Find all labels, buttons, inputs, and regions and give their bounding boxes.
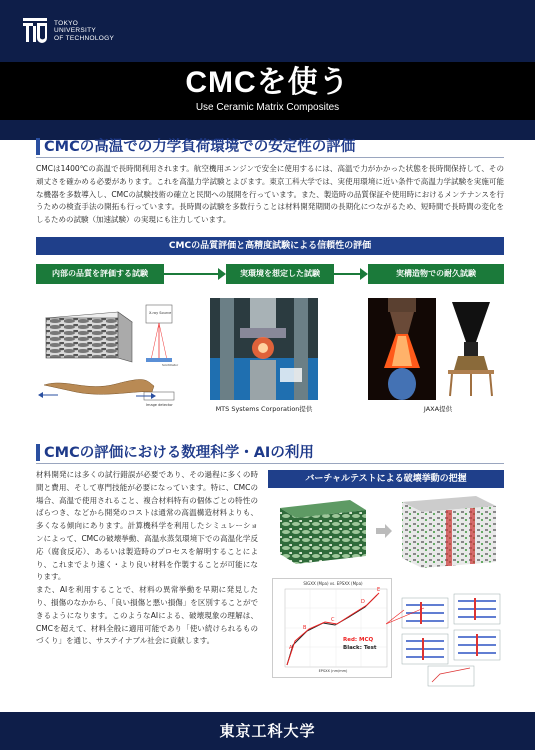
point-label-b: B: [303, 625, 307, 631]
damage-simulation-render: [396, 492, 502, 572]
section1-body: CMCは1400℃の高温で長時間利用されます。航空機用エンジンで安全に使用するには、高温で力がかかった状態を長時間保持して、その頑丈さを確かめる必要があります。これを高温力学試験とよびます。東京工科大学では、実使用環境に近い条件で高温力学試験を実施可能な機器を多数導入し、CMCの試験技術の確立と民間への展開を行っています。また、製造時の品質保証や使用時におけるメンテナンスを行うための検査手法の開拓も行っています。長時間の試験を多数行うことは材料開発期間の長期化につながるため、短時間で長時間の変化をしるための試験（加速試験）の実現にも注力しています。: [36, 164, 504, 225]
arrow-right-icon: [376, 524, 392, 538]
university-logo-text: [54, 20, 114, 43]
xray-source-label: X-ray Source: [149, 311, 172, 315]
point-label-c: C: [331, 617, 335, 623]
legend-black: Black: Test: [343, 645, 377, 651]
page-subtitle: Use Ceramic Matrix Composites: [195, 102, 340, 113]
step-real-environment: 実環境を想定した試験: [226, 264, 334, 284]
section2-body: 材料開発には多くの試行錯誤が必要であり、その過程に多くの時間と費用、そして専門技能が必要になっています。特に、CMCの場合、高温で使用されること、複合材料特有の個体ごとの特性のばらつき、などから開発のコストは通常の高温構造材料よりも、多くなる傾向にあります。計算機科学を利用したシミュレーションによって、CMCの破壊挙動、高温水蒸気環境下での高温化学反応（腐食反応）、あるいは製造時のプロセスを解明することにより、これまでより速く・より良い材料を作製することが可能になります。 また、AIを利用することで、材料の異常挙動を早期に発見したり、損傷のなかから、「良い損傷と悪い損傷」を区別することができるようになります。このようなAIによる、破壊現象の理解は、CMCを超えて、材料全般に適用可能であり「使い続けられるものづくり」を通じ、サステイナブル社会に貢献します。: [36, 470, 258, 646]
point-label-d: D: [361, 599, 365, 605]
org-line-3: OF TECHNOLOGY: [54, 34, 115, 42]
caption-mts: MTS Systems Corporation提供: [215, 405, 313, 413]
university-logo: [22, 16, 114, 46]
title-band: [0, 62, 535, 120]
org-line-2: UNIVERSITY: [54, 27, 97, 35]
arrow-right-icon: [218, 268, 226, 280]
org-line-1: TOKYO: [54, 19, 79, 27]
step-structure-durability: 実構造物での耐久試験: [368, 264, 504, 284]
chart-title: SIGXX (Mpa) vs. EPSXX (Mpa): [303, 581, 363, 586]
stress-strain-chart: [272, 578, 392, 678]
test-steps: [36, 264, 504, 284]
image-detector-label: Image detector: [146, 403, 173, 407]
step-internal-quality: 内部の品質を評価する試験: [36, 264, 164, 284]
heading-bar: [36, 444, 40, 461]
caption-jaxa: JAXA提供: [423, 405, 453, 413]
section2-heading: [36, 442, 504, 464]
composite-model-render: [272, 496, 372, 568]
section1-heading-text: CMCの高温での力学負荷環境での安定性の評価: [44, 139, 356, 155]
virtual-test-band: バーチャルテストによる破壊挙動の把握: [268, 470, 504, 488]
point-label-a: A: [289, 645, 293, 651]
pointer-lines: [386, 606, 426, 626]
page-title: CMCを使う: [185, 66, 350, 99]
step-connector: [334, 273, 360, 275]
legend-red: Red: MCQ: [343, 637, 374, 643]
arrow-right-icon: [360, 268, 368, 280]
heading-bar: [36, 138, 40, 155]
footer-university-name: 東京工科大学: [219, 722, 316, 740]
footer: [0, 712, 535, 750]
header: [0, 0, 535, 140]
jaxa-engine-photo: [368, 298, 436, 400]
jaxa-nozzle-photo: [438, 298, 504, 400]
xray-ct-diagram: [36, 300, 186, 410]
section1-heading: [36, 136, 504, 158]
section2-heading-text: CMCの評価における数理科学・AIの利用: [44, 445, 314, 461]
mts-test-photo: [210, 298, 318, 400]
point-label-e: E: [377, 587, 381, 593]
chart-xlabel: EPSXX (nm/mm): [318, 669, 348, 673]
scintillator-label: Scintillator: [162, 363, 179, 367]
tut-logo-icon: [22, 16, 48, 46]
step-connector: [164, 273, 218, 275]
quality-band: CMCの品質評価と高精度試験による信頼性の評価: [36, 237, 504, 255]
